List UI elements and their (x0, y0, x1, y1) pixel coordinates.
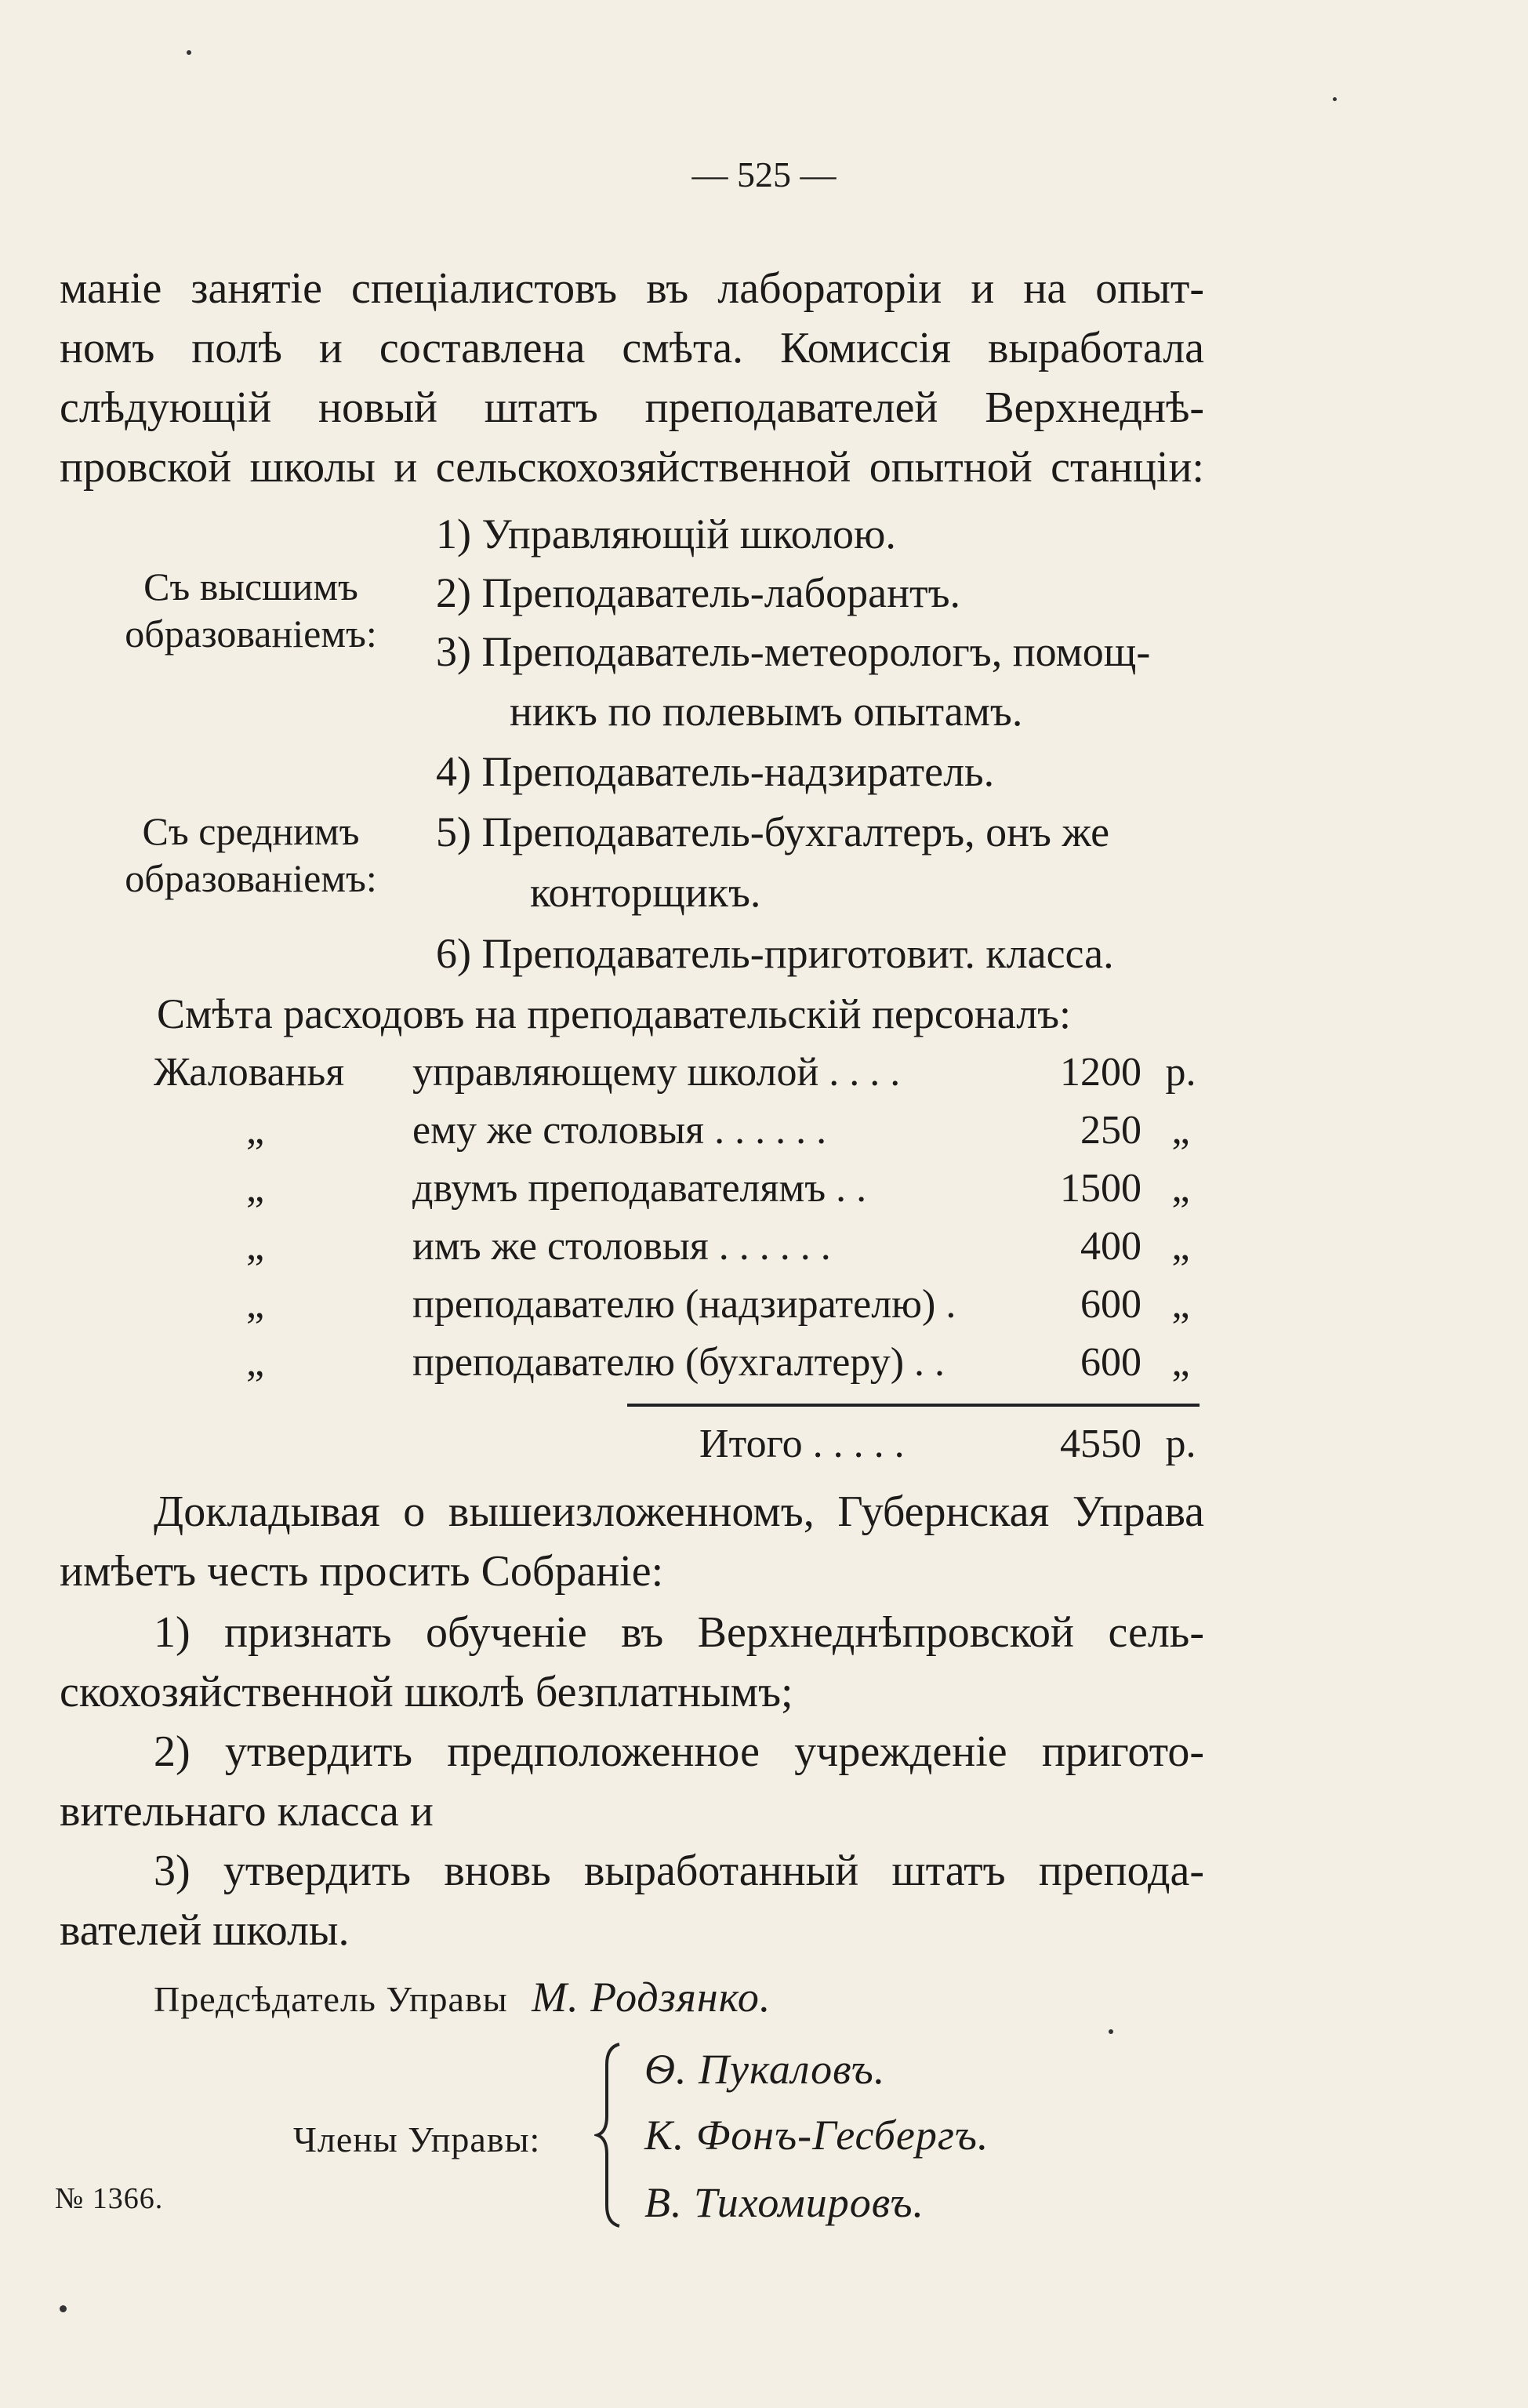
text-line: вительнаго класса и (60, 1787, 434, 1836)
staff-item-4: 4) Преподаватель-надзиратель. (436, 748, 995, 795)
row-lead: „ (246, 1224, 265, 1269)
estimate-row (154, 1281, 1204, 1336)
estimate-row (154, 1223, 1204, 1278)
chairman-signature (154, 1973, 771, 2021)
chairman-title: Предсѣдатель Управы (154, 1979, 508, 2019)
staff-item-5: 5) Преподаватель-бухгалтеръ, онъ же (436, 808, 1110, 855)
row-desc: преподавателю (надзирателю) . (412, 1282, 956, 1327)
row-lead: „ (246, 1340, 265, 1385)
row-desc: двумъ преподавателямъ . . (412, 1166, 867, 1211)
row-lead: Жалованья (154, 1050, 345, 1095)
row-lead: „ (246, 1282, 265, 1327)
text-line: скохозяйственной школѣ безплатнымъ; (60, 1668, 793, 1716)
text-line: вателей школы. (60, 1906, 350, 1955)
point-2 (60, 1722, 1204, 1841)
point-1 (60, 1603, 1204, 1722)
members-title: Члены Управы: (293, 2119, 541, 2159)
point-3 (60, 1841, 1204, 1960)
secondary-education-label (86, 808, 416, 902)
row-amount: 600 (1080, 1340, 1141, 1385)
row-amount: 600 (1080, 1282, 1141, 1327)
row-amount: 250 (1080, 1108, 1141, 1153)
text-line: номъ полѣ и составлена смѣта. Комиссія выработала (60, 324, 1204, 372)
text-line: маніе занятіе спеціалистовъ въ лабораторіи и на опыт- (60, 264, 1204, 313)
speck (187, 50, 191, 55)
label-line: Съ высшимъ (143, 565, 358, 608)
row-amount: 1500 (1060, 1166, 1141, 1211)
document-number: № 1366. (55, 2182, 164, 2215)
row-unit: „ (1171, 1166, 1190, 1211)
total-unit: р. (1165, 1422, 1196, 1466)
higher-education-label (86, 563, 416, 657)
row-unit: „ (1171, 1282, 1190, 1327)
row-lead: „ (246, 1166, 265, 1211)
text-line: провской школы и сельскохозяйственной опытной станціи: (60, 443, 1204, 492)
label-line: Съ среднимъ (142, 809, 360, 853)
intro-paragraph (60, 259, 1204, 497)
text-line: 2) утвердить предположенное учрежденіе пригото- (154, 1727, 1204, 1776)
speck (1109, 2029, 1113, 2034)
request-paragraph (60, 1482, 1204, 1601)
staff-item-1: 1) Управляющій школою. (436, 510, 896, 558)
text-line: имѣетъ честь просить Собраніе: (60, 1547, 664, 1596)
staff-item-2: 2) Преподаватель-лаборантъ. (436, 569, 960, 616)
text-line: Докладывая о вышеизложенномъ, Губернская Управа (154, 1487, 1204, 1536)
staff-item-5-cont: конторщикъ. (530, 869, 761, 916)
label-line: образованіемъ: (125, 856, 377, 900)
estimate-total-row (154, 1421, 1204, 1476)
chairman-name: М. Родзянко. (532, 1974, 771, 2021)
member-1: Ѳ. Пукаловъ. (644, 2046, 886, 2093)
member-3: В. Тихомировъ. (644, 2179, 925, 2226)
row-desc: управляющему школой . . . . (412, 1050, 901, 1095)
row-amount: 400 (1080, 1224, 1141, 1269)
row-desc: имъ же столовыя . . . . . . (412, 1224, 831, 1269)
sum-rule (627, 1404, 1200, 1407)
row-unit: р. (1165, 1050, 1196, 1095)
row-desc: преподавателю (бухгалтеру) . . (412, 1340, 945, 1385)
page-number: — 525 — (691, 154, 837, 194)
text-line: 1) признать обученіе въ Верхнеднѣпровской сель- (154, 1608, 1204, 1657)
row-lead: „ (246, 1108, 265, 1153)
speck (1333, 97, 1337, 101)
staff-item-3-cont: никъ по полевымъ опытамъ. (510, 688, 1023, 735)
member-2: К. Фонъ-Гесбергъ. (644, 2112, 989, 2159)
speck (60, 2305, 67, 2312)
label-line: образованіемъ: (125, 612, 377, 656)
row-amount: 1200 (1060, 1050, 1141, 1095)
estimate-row (154, 1049, 1204, 1104)
estimate-row (154, 1339, 1204, 1394)
row-unit: „ (1171, 1108, 1190, 1153)
row-desc: ему же столовыя . . . . . . (412, 1108, 827, 1153)
brace-icon (594, 2041, 626, 2229)
staff-item-3: 3) Преподаватель-метеорологъ, помощ- (436, 628, 1151, 675)
row-unit: „ (1171, 1224, 1190, 1269)
total-label: Итого . . . . . (699, 1422, 905, 1466)
row-unit: „ (1171, 1340, 1190, 1385)
text-line: 3) утвердить вновь выработанный штатъ препода- (154, 1847, 1204, 1895)
total-amount: 4550 (1060, 1422, 1141, 1466)
text-line: слѣдующій новый штатъ преподавателей Верхнеднѣ- (60, 383, 1204, 432)
estimate-row (154, 1107, 1204, 1162)
estimate-title: Смѣта расходовъ на преподавательскій персоналъ: (157, 990, 1072, 1037)
staff-item-6: 6) Преподаватель-приготовит. класса. (436, 930, 1114, 977)
estimate-row (154, 1165, 1204, 1220)
